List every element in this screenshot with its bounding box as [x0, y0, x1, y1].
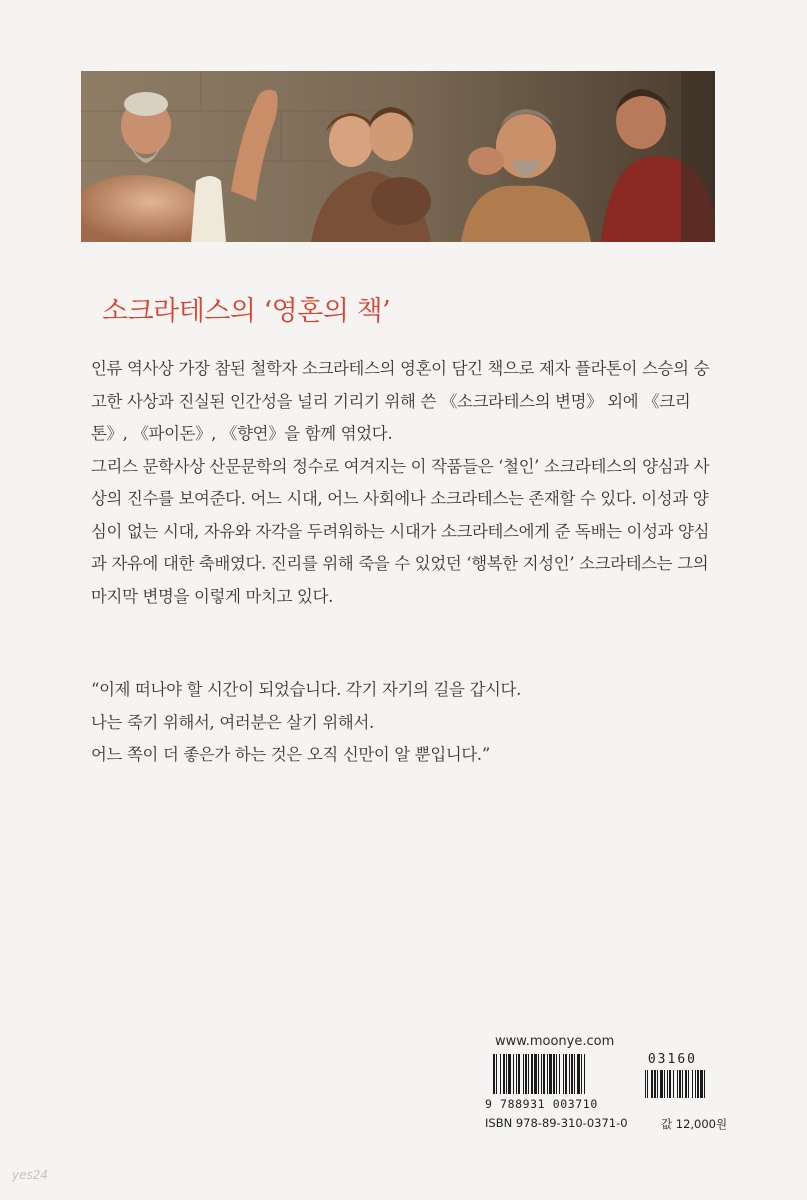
barcode-bar	[513, 1054, 514, 1094]
barcode-bar	[538, 1054, 539, 1094]
barcode-bar	[531, 1054, 533, 1094]
barcode-bar	[496, 1054, 497, 1094]
barcode-addon-bar	[657, 1070, 658, 1098]
barcode-bar	[577, 1054, 580, 1094]
barcode-addon-bar	[647, 1070, 648, 1098]
price-label: 값 12,000원	[661, 1117, 728, 1131]
barcode-bar	[525, 1054, 527, 1094]
barcode-addon-bar	[685, 1070, 687, 1098]
socrates-quote	[91, 674, 716, 772]
barcode-bar	[563, 1054, 564, 1094]
yes24-watermark: yes24	[12, 1168, 49, 1182]
barcode-bar	[549, 1054, 552, 1094]
barcode-bar	[559, 1054, 560, 1094]
barcode-addon-bar	[651, 1070, 653, 1098]
barcode-addon-bar	[692, 1070, 693, 1098]
barcode-addon-bar	[682, 1070, 683, 1098]
barcode-bar	[541, 1054, 542, 1094]
isbn-barcode	[485, 1052, 728, 1132]
barcode-addon-bar	[664, 1070, 665, 1098]
barcode-bar	[553, 1054, 555, 1094]
isbn-number: ISBN 978-89-310-0371-0	[485, 1116, 628, 1130]
book-title-heading: 소크라테스의 ‘영혼의 책’	[102, 296, 391, 327]
barcode-addon-bar	[679, 1070, 681, 1098]
barcode-bar	[493, 1054, 495, 1094]
barcode-addon-bar	[654, 1070, 656, 1098]
barcode-bar	[581, 1054, 582, 1094]
barcode-bar	[534, 1054, 537, 1094]
barcode-bar	[500, 1054, 501, 1094]
barcode-bar	[565, 1054, 567, 1094]
description-paragraph-1: 인류 역사상 가장 참된 철학자 소크라테스의 영혼이 담긴 책으로 제자 플라톤이 스승의 숭고한 사상과 진실된 인간성을 널리 기리기 위해 쓴 《소크라테스의 변명》 외에 《크리톤》, 《파이돈》, 《향연》을 함께 엮었다.	[91, 359, 710, 443]
publisher-website: www.moonye.com	[495, 1034, 615, 1049]
barcode-bar	[503, 1054, 505, 1094]
cover-painting	[81, 71, 715, 242]
quote-line-1: “이제 떠나야 할 시간이 되었습니다. 각기 자기의 길을 갑시다.	[91, 680, 521, 699]
barcode-bar	[516, 1054, 517, 1094]
barcode-add-on: 03160	[647, 1052, 697, 1067]
barcode-bar	[528, 1054, 529, 1094]
description-paragraph-2: 그리스 문학사상 산문문학의 정수로 여겨지는 이 작품들은 ‘철인’ 소크라테스의 양심과 사상의 진수를 보여준다. 어느 시대, 어느 사회에나 소크라테스는 존재할 수 있다. 이성과 양심이 없는 시대, 자유와 자각을 두려워하는 시대가 소크라테스에게 준 독배는 이성과 양심과 자유에 대한 축배였다. 진리를 위해 죽을 수 있었던 ‘행복한 지성인’ 소크라테스는 그의 마지막 변명을 이렇게 마치고 있다.	[91, 456, 710, 606]
barcode-addon-bar	[688, 1070, 689, 1098]
death-of-socrates-painting	[81, 71, 715, 242]
barcode-bar	[571, 1054, 573, 1094]
barcode-bar	[569, 1054, 570, 1094]
barcode-addon-bar	[660, 1070, 663, 1098]
barcode-bar	[523, 1054, 524, 1094]
barcode-bar	[518, 1054, 520, 1094]
barcode-addon-bar	[677, 1070, 678, 1098]
barcode-bar	[547, 1054, 548, 1094]
barcode-bar	[584, 1054, 585, 1094]
barcode-addon-bar	[667, 1070, 668, 1098]
book-description	[91, 353, 716, 613]
barcode-addon-bar	[704, 1070, 705, 1098]
barcode-bar	[556, 1054, 557, 1094]
barcode-addon-bar	[645, 1070, 646, 1098]
barcode-addon-bar	[697, 1070, 699, 1098]
barcode-digits: 9 788931 003710	[485, 1097, 598, 1111]
barcode-addon-bar	[669, 1070, 671, 1098]
barcode-addon-bar	[700, 1070, 703, 1098]
barcode-bar	[574, 1054, 575, 1094]
barcode-bar	[506, 1054, 507, 1094]
barcode-bar	[543, 1054, 545, 1094]
quote-line-3: 어느 쪽이 더 좋은가 하는 것은 오직 신만이 알 뿐입니다.”	[91, 745, 490, 764]
barcode-bar	[508, 1054, 511, 1094]
quote-line-2: 나는 죽기 위해서, 여러분은 살기 위해서.	[91, 712, 374, 732]
barcode-addon-bar	[673, 1070, 674, 1098]
barcode-addon-bar	[695, 1070, 696, 1098]
